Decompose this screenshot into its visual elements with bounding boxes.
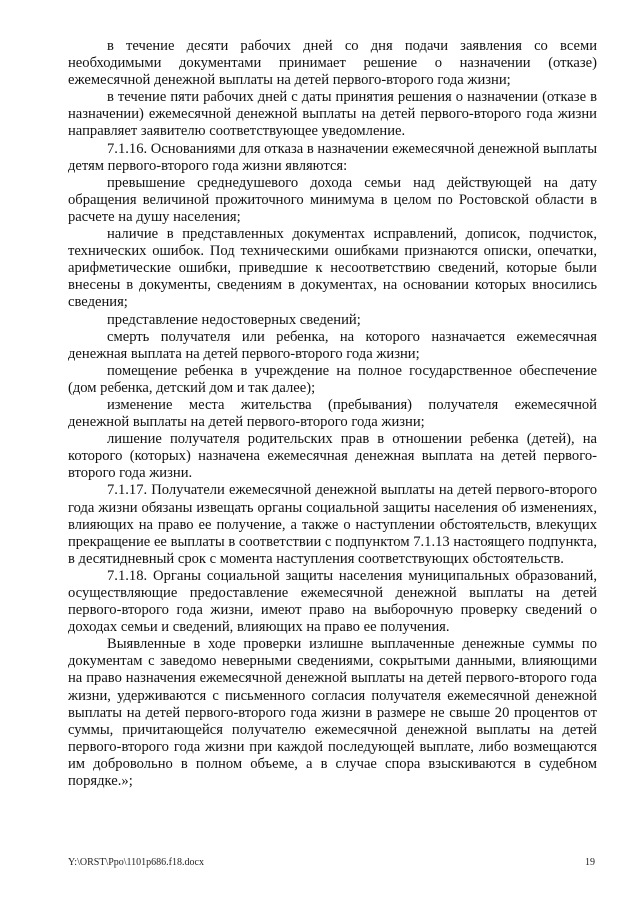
paragraph-notification-deadline: в течение пяти рабочих дней с даты принятия решения о назначении (отказе в назначении) ежемесячной денежной выплаты на детей первого-второго года жизни направляет заявителю соответствующее уведомление.	[68, 89, 597, 140]
paragraph-7-1-18: 7.1.18. Органы социальной защиты населения муниципальных образований, осуществляющие предоставление ежемесячной денежной выплаты на детей первого-второго года жизни, имеют право на выборочную проверку сведений о доходах семьи и сведений, влияющих на право ее получения.	[68, 567, 597, 636]
paragraph-refusal-income: превышение среднедушевого дохода семьи над действующей на дату обращения величиной прожиточного минимума в целом по Ростовской области в расчете на душу населения;	[68, 174, 597, 225]
paragraph-refusal-death: смерть получателя или ребенка, на которого назначается ежемесячная денежная выплата на детей первого-второго года жизни;	[68, 328, 597, 362]
paragraph-refusal-errors: наличие в представленных документах исправлений, дописок, подчисток, технических ошибок. Под техническими ошибками признаются описки, опечатки, арифметические ошибки, приведшие к несоответствию сведений, которые были внесены в документы, сведениям в документах, на основании которых вносились сведения;	[68, 226, 597, 311]
page-number: 19	[585, 857, 595, 868]
paragraph-overpayment-recovery: Выявленные в ходе проверки излишне выплаченные денежные суммы по документам с заведомо неверными сведениями, сокрытыми данными, влияющими на право назначения ежемесячной денежной выплаты на детей первого-второго года жизни, удерживаются с письменного согласия получателя ежемесячной денежной выплаты на детей первого-второго года жизни в размере не свыше 20 процентов от суммы, причитающейся получателю ежемесячной денежной выплаты на детей первого-второго года жизни при каждой последующей выплате, либо возмещаются им добровольно в полном объеме, а в случае спора взыскиваются в судебном порядке.»;	[68, 636, 597, 790]
page-footer	[68, 857, 597, 871]
paragraph-refusal-false-info: представление недостоверных сведений;	[107, 311, 361, 328]
paragraph-7-1-16-heading: 7.1.16. Основаниями для отказа в назначении ежемесячной денежной выплаты детям первого-второго года жизни являются:	[68, 140, 598, 174]
document-body	[68, 38, 597, 790]
paragraph-refusal-parental-rights: лишение получателя родительских прав в отношении ребенка (детей), на которого (которых) назначена ежемесячная денежная выплата на детей первого-второго года жизни.	[68, 431, 597, 482]
paragraph-7-1-17: 7.1.17. Получатели ежемесячной денежной выплаты на детей первого-второго года жизни обязаны извещать органы социальной защиты населения об изменениях, влияющих на право ее получение, а также о наступлении обстоятельств, влекущих прекращение ее выплаты в соответствии с подпунктом 7.1.13 настоящего подпункта, в десятидневный срок с момента наступления соответствующих обстоятельств.	[68, 482, 597, 567]
paragraph-decision-deadline: в течение десяти рабочих дней со дня подачи заявления со всеми необходимыми документами принимает решение о назначении (отказе) ежемесячной денежной выплаты на детей первого-второго года жизни;	[68, 38, 597, 89]
paragraph-refusal-state-care: помещение ребенка в учреждение на полное государственное обеспечение (дом ребенка, детский дом и так далее);	[68, 362, 597, 396]
file-path: Y:\ORST\Ppo\1101p686.f18.docx	[68, 857, 204, 868]
paragraph-refusal-relocation: изменение места жительства (пребывания) получателя ежемесячной денежной выплаты на детей первого-второго года жизни;	[68, 396, 597, 431]
